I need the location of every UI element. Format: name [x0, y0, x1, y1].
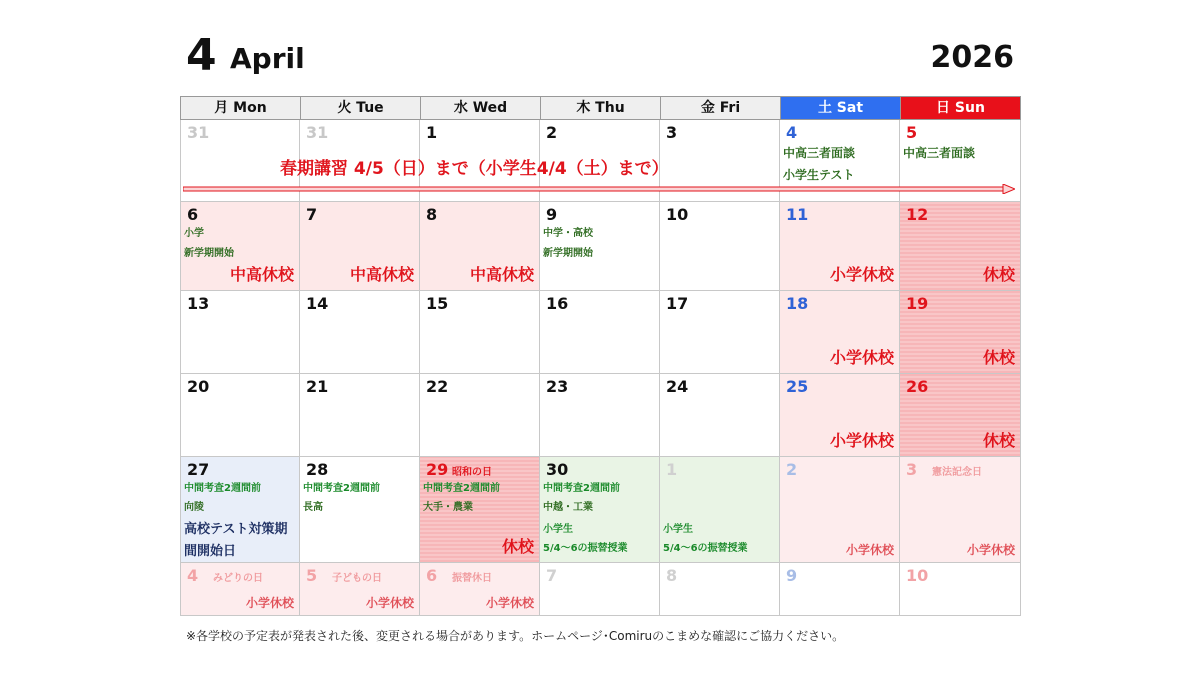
weekday-friday: 金 Fri [660, 96, 781, 120]
day-number: 26 [906, 377, 929, 396]
month-number: 4 [186, 30, 217, 81]
day-cell[interactable] [180, 563, 300, 616]
day-number: 3 [906, 460, 918, 479]
event-line: 小学生 [663, 524, 693, 535]
closure-label: 小学休校 [245, 596, 294, 610]
closure-label: 休校 [982, 265, 1015, 284]
footer-note: ※各学校の予定表が発表された後、変更される場合があります。ホームページ･Comiruのこまめな確認にご協力ください。 [186, 629, 845, 643]
event-line: 向陵 [184, 502, 204, 513]
weekday-tuesday: 火 Tue [300, 96, 421, 120]
day-cell[interactable] [900, 291, 1021, 374]
event-line: 間開始日 [184, 544, 237, 559]
day-cell[interactable] [180, 291, 300, 374]
event-line: 中間考査2週間前 [423, 483, 500, 494]
event-line: 中高三者面談 [903, 146, 976, 160]
day-number: 8 [666, 566, 678, 585]
closure-label: 休校 [982, 348, 1015, 367]
day-cell[interactable] [180, 202, 300, 291]
spring-course-banner: 春期講習 4/5（日）まで（小学生4/4（土）まで） [280, 159, 669, 179]
day-number: 9 [546, 205, 558, 224]
year: 2026 [930, 40, 1014, 75]
holiday-label: 憲法記念日 [932, 467, 982, 478]
day-cell[interactable] [660, 291, 780, 374]
holiday-label: みどりの日 [213, 573, 263, 584]
period-arrow-icon [183, 184, 1015, 194]
closure-label: 中高休校 [349, 265, 414, 284]
day-number: 12 [906, 205, 929, 224]
day-cell[interactable] [540, 563, 660, 616]
closure-label: 休校 [982, 431, 1015, 450]
day-number: 14 [306, 294, 329, 313]
day-cell[interactable] [540, 457, 660, 563]
closure-label: 休校 [501, 537, 534, 556]
closure-label: 中高休校 [469, 265, 534, 284]
day-cell[interactable] [300, 457, 420, 563]
holiday-label: 子どもの日 [332, 573, 382, 584]
day-number: 5 [306, 566, 318, 585]
day-number: 19 [906, 294, 929, 313]
day-number: 15 [426, 294, 449, 313]
closure-label: 小学休校 [829, 431, 894, 450]
day-cell[interactable] [180, 374, 300, 457]
holiday-label: 振替休日 [452, 573, 492, 584]
closure-label: 小学休校 [829, 348, 894, 367]
day-number: 16 [546, 294, 569, 313]
day-cell[interactable] [660, 202, 780, 291]
day-number: 8 [426, 205, 438, 224]
day-number: 22 [426, 377, 449, 396]
day-number: 3 [666, 123, 678, 142]
day-number: 4 [187, 566, 199, 585]
day-cell[interactable] [780, 374, 900, 457]
day-number: 10 [906, 566, 929, 585]
day-cell[interactable] [300, 563, 420, 616]
day-cell[interactable] [780, 202, 900, 291]
day-cell[interactable] [540, 202, 660, 291]
day-number: 2 [786, 460, 798, 479]
closure-label: 小学休校 [966, 543, 1015, 557]
event-line: 中学・高校 [543, 228, 593, 239]
day-cell[interactable] [420, 563, 540, 616]
event-line: 大手・農業 [423, 502, 473, 513]
day-number: 23 [546, 377, 569, 396]
day-number: 5 [906, 123, 918, 142]
closure-label: 小学休校 [485, 596, 534, 610]
closure-label: 小学休校 [845, 543, 894, 557]
event-line: 小学 [184, 228, 204, 239]
weekday-saturday: 土 Sat [780, 96, 901, 120]
day-cell[interactable] [300, 374, 420, 457]
event-line: 中越・工業 [543, 502, 593, 513]
event-line: 中間考査2週間前 [303, 483, 380, 494]
day-number: 25 [786, 377, 809, 396]
day-number: 7 [546, 566, 558, 585]
day-cell[interactable] [300, 202, 420, 291]
event-line: 5/4～6の振替授業 [663, 543, 748, 554]
day-cell[interactable] [420, 202, 540, 291]
day-number: 6 [426, 566, 438, 585]
day-number: 2 [546, 123, 558, 142]
day-number: 17 [666, 294, 689, 313]
event-line: 中高三者面談 [783, 146, 856, 160]
day-cell[interactable] [900, 374, 1021, 457]
day-cell[interactable] [420, 457, 540, 563]
day-cell[interactable] [780, 457, 900, 563]
day-cell[interactable] [900, 563, 1021, 616]
day-number: 24 [666, 377, 689, 396]
day-number: 27 [187, 460, 210, 479]
weekday-wednesday: 水 Wed [420, 96, 541, 120]
closure-label: 小学休校 [829, 265, 894, 284]
closure-label: 小学休校 [365, 596, 414, 610]
weekday-thursday: 木 Thu [540, 96, 661, 120]
event-line: 新学期開始 [184, 248, 234, 259]
event-line: 小学生テスト [783, 168, 855, 182]
day-number: 7 [306, 205, 318, 224]
day-number: 4 [786, 123, 798, 142]
day-number: 31 [187, 123, 210, 142]
day-number: 29 [426, 460, 449, 479]
day-number: 28 [306, 460, 329, 479]
day-cell[interactable] [660, 563, 780, 616]
calendar-grid [180, 96, 1021, 616]
day-number: 18 [786, 294, 809, 313]
day-cell[interactable] [780, 291, 900, 374]
day-number: 9 [786, 566, 798, 585]
day-number: 13 [187, 294, 210, 313]
event-line: 新学期開始 [543, 248, 593, 259]
day-cell[interactable] [660, 374, 780, 457]
day-cell[interactable] [900, 202, 1021, 291]
day-cell[interactable] [300, 291, 420, 374]
event-line: 長高 [303, 502, 323, 513]
day-cell[interactable] [900, 457, 1021, 563]
closure-label: 中高休校 [229, 265, 294, 284]
day-cell[interactable] [540, 374, 660, 457]
day-cell[interactable] [420, 374, 540, 457]
day-cell[interactable] [180, 457, 300, 563]
day-number: 30 [546, 460, 569, 479]
holiday-label: 昭和の日 [452, 467, 492, 478]
day-number: 21 [306, 377, 329, 396]
day-number: 1 [426, 123, 438, 142]
weekday-sunday: 日 Sun [900, 96, 1021, 120]
day-cell[interactable] [780, 563, 900, 616]
weekday-monday: 月 Mon [180, 96, 301, 120]
day-number: 11 [786, 205, 809, 224]
day-cell[interactable] [540, 291, 660, 374]
day-number: 31 [306, 123, 329, 142]
event-line: 中間考査2週間前 [543, 483, 620, 494]
month-name: April [230, 42, 305, 75]
event-line: 小学生 [543, 524, 573, 535]
day-number: 6 [187, 205, 199, 224]
event-line: 5/4～6の振替授業 [543, 543, 628, 554]
day-number: 20 [187, 377, 210, 396]
day-cell[interactable] [420, 291, 540, 374]
day-number: 1 [666, 460, 678, 479]
day-cell[interactable] [660, 457, 780, 563]
event-line: 中間考査2週間前 [184, 483, 261, 494]
day-number: 10 [666, 205, 689, 224]
event-line: 高校テスト対策期 [184, 522, 288, 537]
